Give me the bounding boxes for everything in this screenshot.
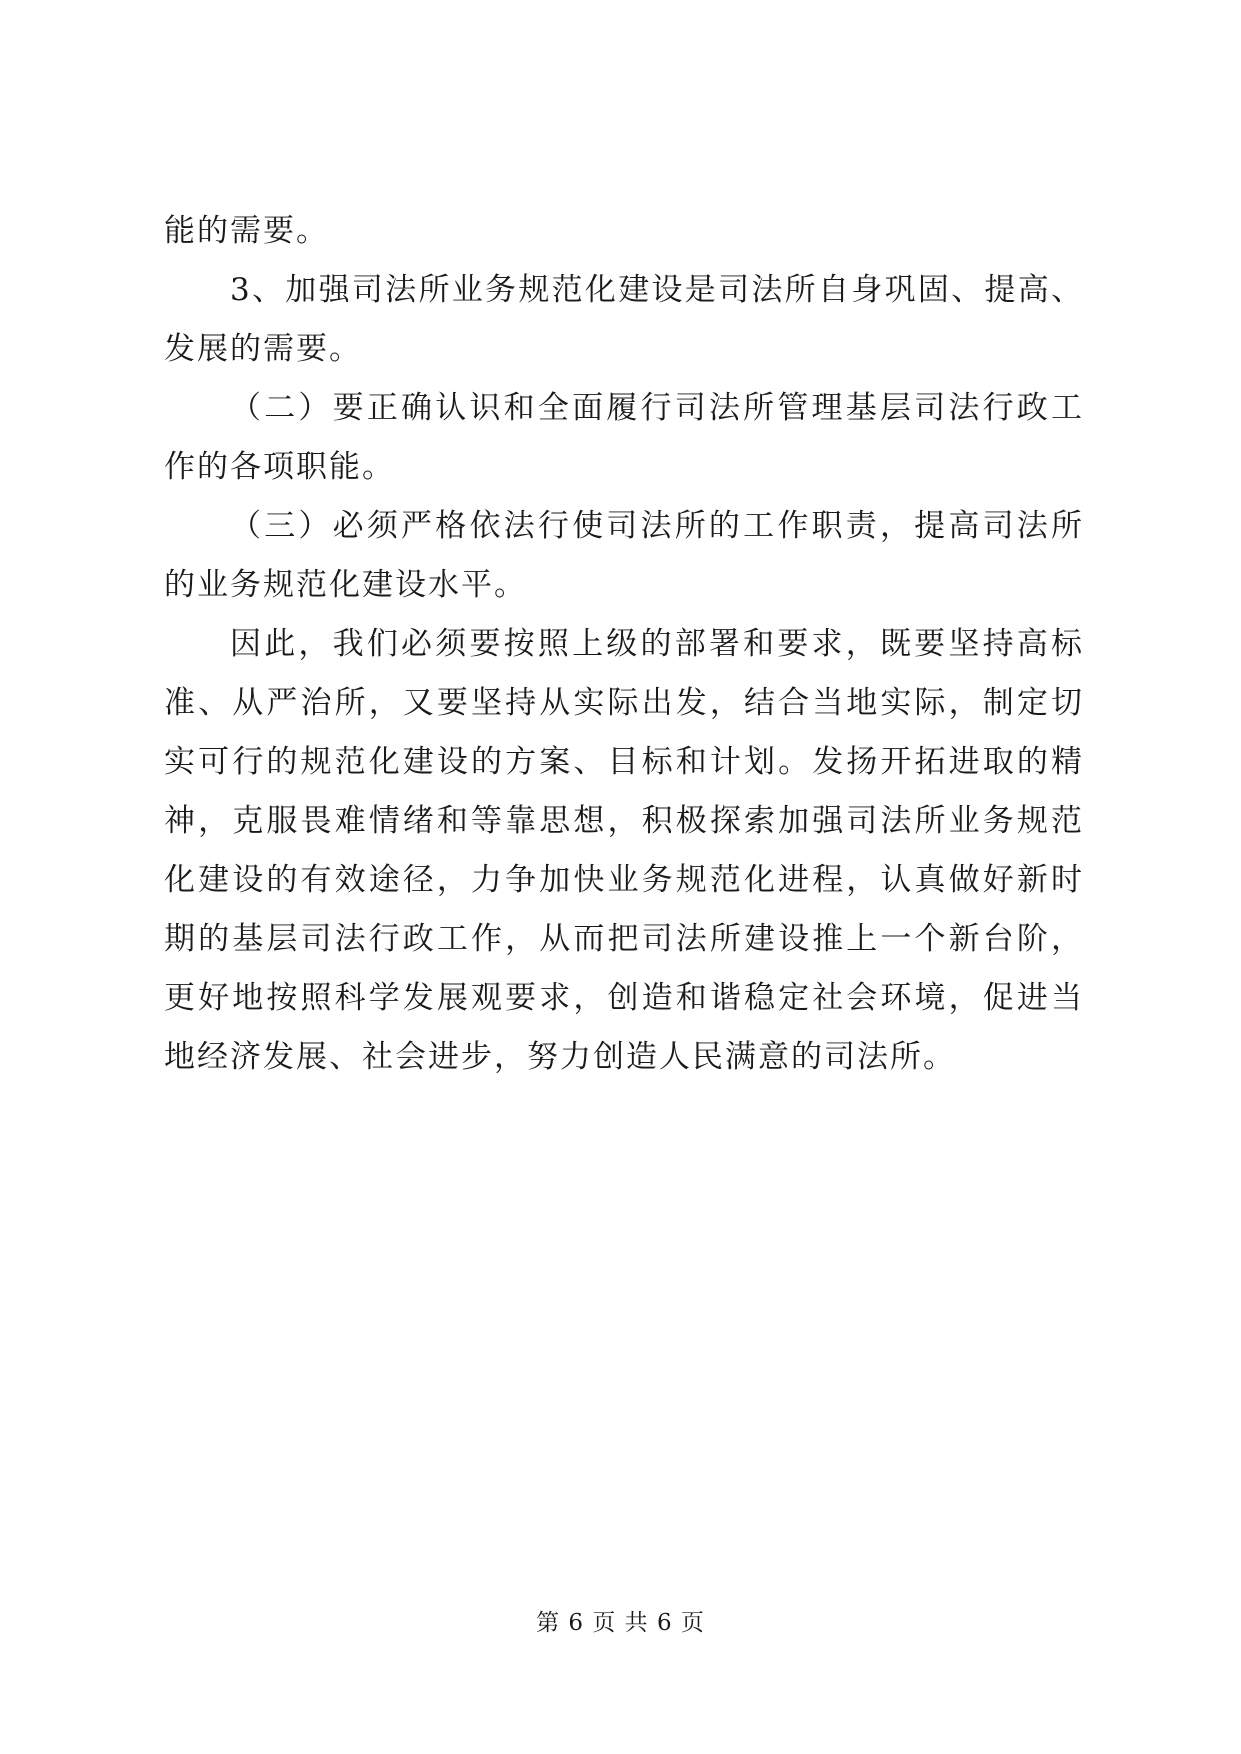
paragraph-4: （三）必须严格依法行使司法所的工作职责，提高司法所的业务规范化建设水平。	[164, 508, 1084, 603]
document-body	[164, 202, 1084, 1087]
paragraph-1: 能的需要。	[164, 213, 329, 249]
paragraph-2: 3、加强司法所业务规范化建设是司法所自身巩固、提高、发展的需要。	[164, 272, 1084, 367]
paragraph-3: （二）要正确认识和全面履行司法所管理基层司法行政工作的各项职能。	[164, 390, 1084, 485]
paragraph-5: 因此，我们必须要按照上级的部署和要求，既要坚持高标准、从严治所，又要坚持从实际出发，结合当地实际，制定切实可行的规范化建设的方案、目标和计划。发扬开拓进取的精神，克服畏难情绪和等靠思想，积极探索加强司法所业务规范化建设的有效途径，力争加快业务规范化进程，认真做好新时期的基层司法行政工作，从而把司法所建设推上一个新台阶，更好地按照科学发展观要求，创造和谐稳定社会环境，促进当地经济发展、社会进步，努力创造人民满意的司法所。	[164, 626, 1084, 1075]
page-footer: 第 6 页 共 6 页	[536, 1610, 705, 1636]
